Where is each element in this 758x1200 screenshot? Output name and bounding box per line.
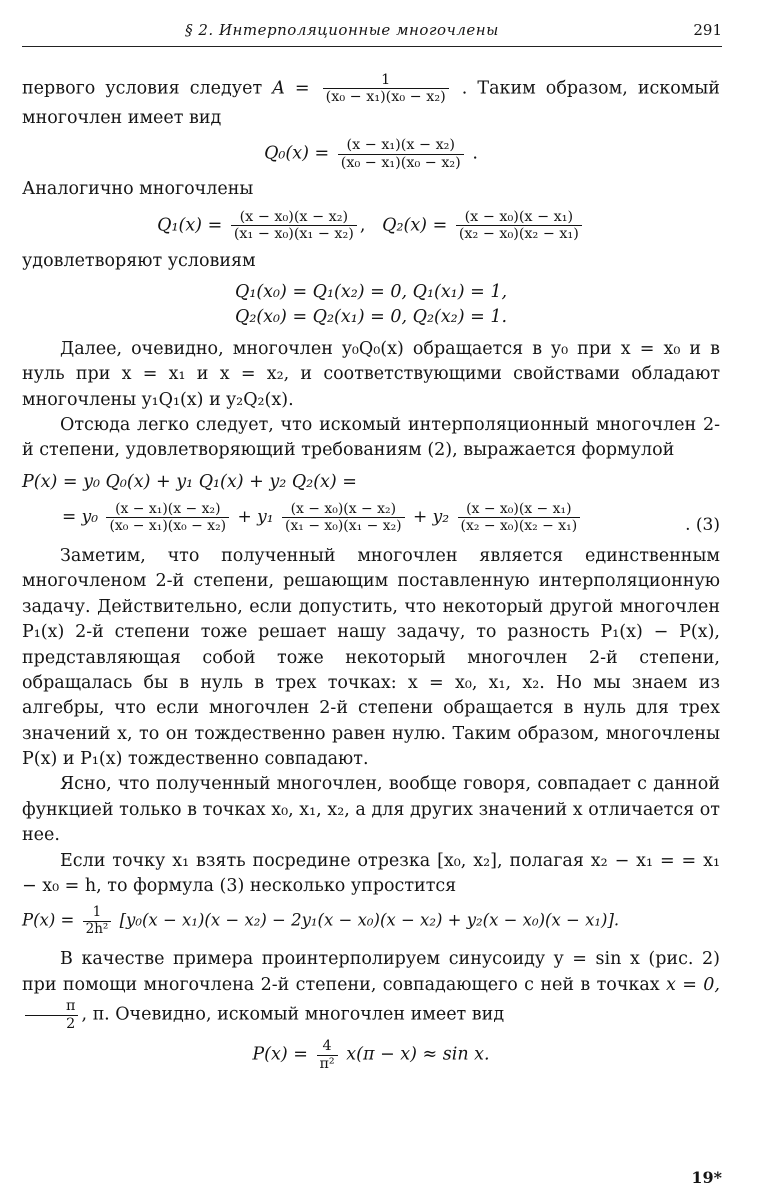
q2-fraction [456, 209, 582, 243]
q1-denominator: (x₁ − x₀)(x₁ − x₂) [231, 225, 357, 242]
eq4-numerator: 1 [92, 904, 102, 921]
eq3-denominator-2: (x₂ − x₀)(x₂ − x₁) [458, 517, 581, 534]
eq4-denominator: 2h² [83, 921, 112, 938]
intro-text-end: . Таким образом, искомый многочлен имеет вид [22, 78, 720, 128]
eq3-numerator-2: (x − x₀)(x − x₁) [466, 501, 572, 518]
eq3-y0: = y₀ [62, 507, 99, 528]
paragraph-intro [22, 72, 720, 131]
paragraph-clear: Ясно, что полученный многочлен, вообще говоря, совпадает с данной функцией только в точках x₀, x₁, x₂, а для других значений x отличается от нее. [22, 774, 720, 846]
header-title: § 2. Интерполяционные многочлены [185, 21, 499, 39]
eq4-fraction [83, 905, 112, 937]
eq3-denominator-0: (x₀ − x₁)(x₀ − x₂) [106, 517, 229, 534]
example-text-end: , π. Очевидно, искомый многочлен имеет вид [81, 1004, 505, 1025]
q1-numerator: (x − x₀)(x − x₂) [239, 208, 349, 225]
eq3-y2: + y₂ [413, 507, 450, 528]
eq3-numerator-0: (x − x₁)(x − x₂) [115, 501, 221, 518]
conditions-line-1: Q₁(x₀) = Q₁(x₂) = 0, Q₁(x₁) = 1, [234, 282, 508, 303]
fraction-A [323, 72, 449, 106]
paragraph-example [22, 947, 720, 1032]
q2-numerator: (x − x₀)(x − x₁) [464, 208, 574, 225]
paragraph-midpoint: Если точку x₁ взять посредине отрезка [x₀, x₂], полагая x₂ − x₁ = = x₁ − x₀ = h, то формула (3) несколько упростится [22, 850, 720, 896]
paragraph-analog: Аналогично многочлены [22, 179, 254, 200]
fraction-A-denominator: (x₀ − x₁)(x₀ − x₂) [323, 88, 449, 105]
paragraph-hence: Отсюда легко следует, что искомый интерполяционный многочлен 2-й степени, удовлетворяющий требованиям (2), выражается формулой [22, 414, 720, 461]
fraction-A-numerator: 1 [381, 72, 391, 88]
eq5-rhs: x(π − x) ≈ sin x. [346, 1044, 490, 1065]
intro-text: первого условия следует [22, 78, 263, 99]
equation-q1-q2: Q₁(x) = $\frac{\text{(x − x₀)(x − x₂)}}{\text{(x₁ − x₀)(x₁ − x₂)}}$ , Q₂(x) = $\frac{\text{(x − x₀)(x − x₁)}}{\text{(x₂ − x₀)(x₂ − x₁)}}$ [22, 209, 720, 243]
equation-number-3: . (3) [685, 515, 720, 536]
equation-3-line-2 [22, 501, 720, 534]
q2-denominator: (x₂ − x₀)(x₂ − x₁) [456, 225, 582, 242]
eq4-lhs: P(x) = [22, 910, 75, 930]
eq3-line1: P(x) = y₀ Q₀(x) + y₁ Q₁(x) + y₂ Q₂(x) = [22, 471, 357, 492]
eq5-numerator: 4 [322, 1038, 332, 1055]
intro-A: A = [272, 78, 310, 99]
paragraph-further: Далее, очевидно, многочлен y₀Q₀(x) обращается в y₀ при x = x₀ и в нуль при x = x₁ и x = x₂, и соответствующими свойствами обладают многочлены y₁Q₁(x) и y₂Q₂(x). [22, 338, 720, 410]
eq4-rhs: [y₀(x − x₁)(x − x₂) − 2y₁(x − x₀)(x − x₂) + y₂(x − x₀)(x − x₁)]. [119, 910, 620, 930]
example-pi-denominator: 2 [25, 1015, 78, 1032]
page-body [22, 72, 720, 1078]
paragraph-uniqueness: Заметим, что полученный многочлен является единственным многочленом 2-й степени, решающим поставленную интерполяционную задачу. Действительно, если допустить, что некоторый другой многочлен P₁(x) 2-й степени тоже решает нашу задачу, то разность P₁(x) − P(x), представляющая собой тоже некоторый многочлен 2-й степени, обращалась бы в нуль в трех точках: x = x₀, x₁, x₂. Но мы знаем из алгебры, что если многочлен 2-й степени обращается в нуль для трех значений x, то он тождественно равен нулю. Таким образом, многочлены P(x) и P₁(x) тождественно совпадают. [22, 546, 720, 770]
equation-3-line-1 [22, 470, 720, 495]
q1-fraction [231, 209, 357, 243]
q0-denominator: (x₀ − x₁)(x₀ − x₂) [338, 154, 464, 171]
eq3-denominator-1: (x₁ − x₀)(x₁ − x₂) [282, 517, 405, 534]
running-header [22, 16, 722, 46]
q0-lhs: Q₀(x) = [264, 143, 330, 164]
paragraph-satisfy: удовлетворяют условиям [22, 250, 256, 271]
eq5-fraction [317, 1038, 338, 1072]
equation-sine-approx [22, 1038, 720, 1072]
example-x: x = 0, [666, 974, 720, 995]
equation-q0: Q₀(x) = $\frac{\text{(x − x₁)(x − x₂)}}{\text{(x₀ − x₁)(x₀ − x₂)}}$ . [264, 137, 478, 171]
q0-numerator: (x − x₁)(x − x₂) [346, 137, 456, 154]
example-pi-half [25, 998, 78, 1032]
signature-mark: 19* [691, 1168, 722, 1187]
q1-lhs: Q₁(x) = [157, 215, 223, 236]
eq3-fraction-1 [282, 501, 405, 534]
header-rule [22, 46, 722, 47]
eq3-y1: + y₁ [237, 507, 274, 528]
eq3-fraction-0 [106, 501, 229, 534]
conditions-line-2: Q₂(x₀) = Q₂(x₁) = 0, Q₂(x₂) = 1. [234, 307, 508, 328]
q0-fraction [338, 137, 464, 171]
q2-lhs: Q₂(x) = [382, 215, 448, 236]
example-text: В качестве примера проинтерполируем синусоиду y = sin x (рис. 2) при помощи многочлена 2-й степени, совпадающего с ней в точках [22, 949, 720, 995]
eq3-numerator-1: (x − x₀)(x − x₂) [290, 501, 397, 518]
equation-simplified [22, 905, 720, 937]
eq3-fraction-2 [458, 501, 581, 534]
page-number: 291 [693, 21, 722, 39]
eq5-lhs: P(x) = [252, 1044, 308, 1065]
example-pi-numerator: π [66, 998, 76, 1015]
eq5-denominator: π² [317, 1055, 338, 1072]
